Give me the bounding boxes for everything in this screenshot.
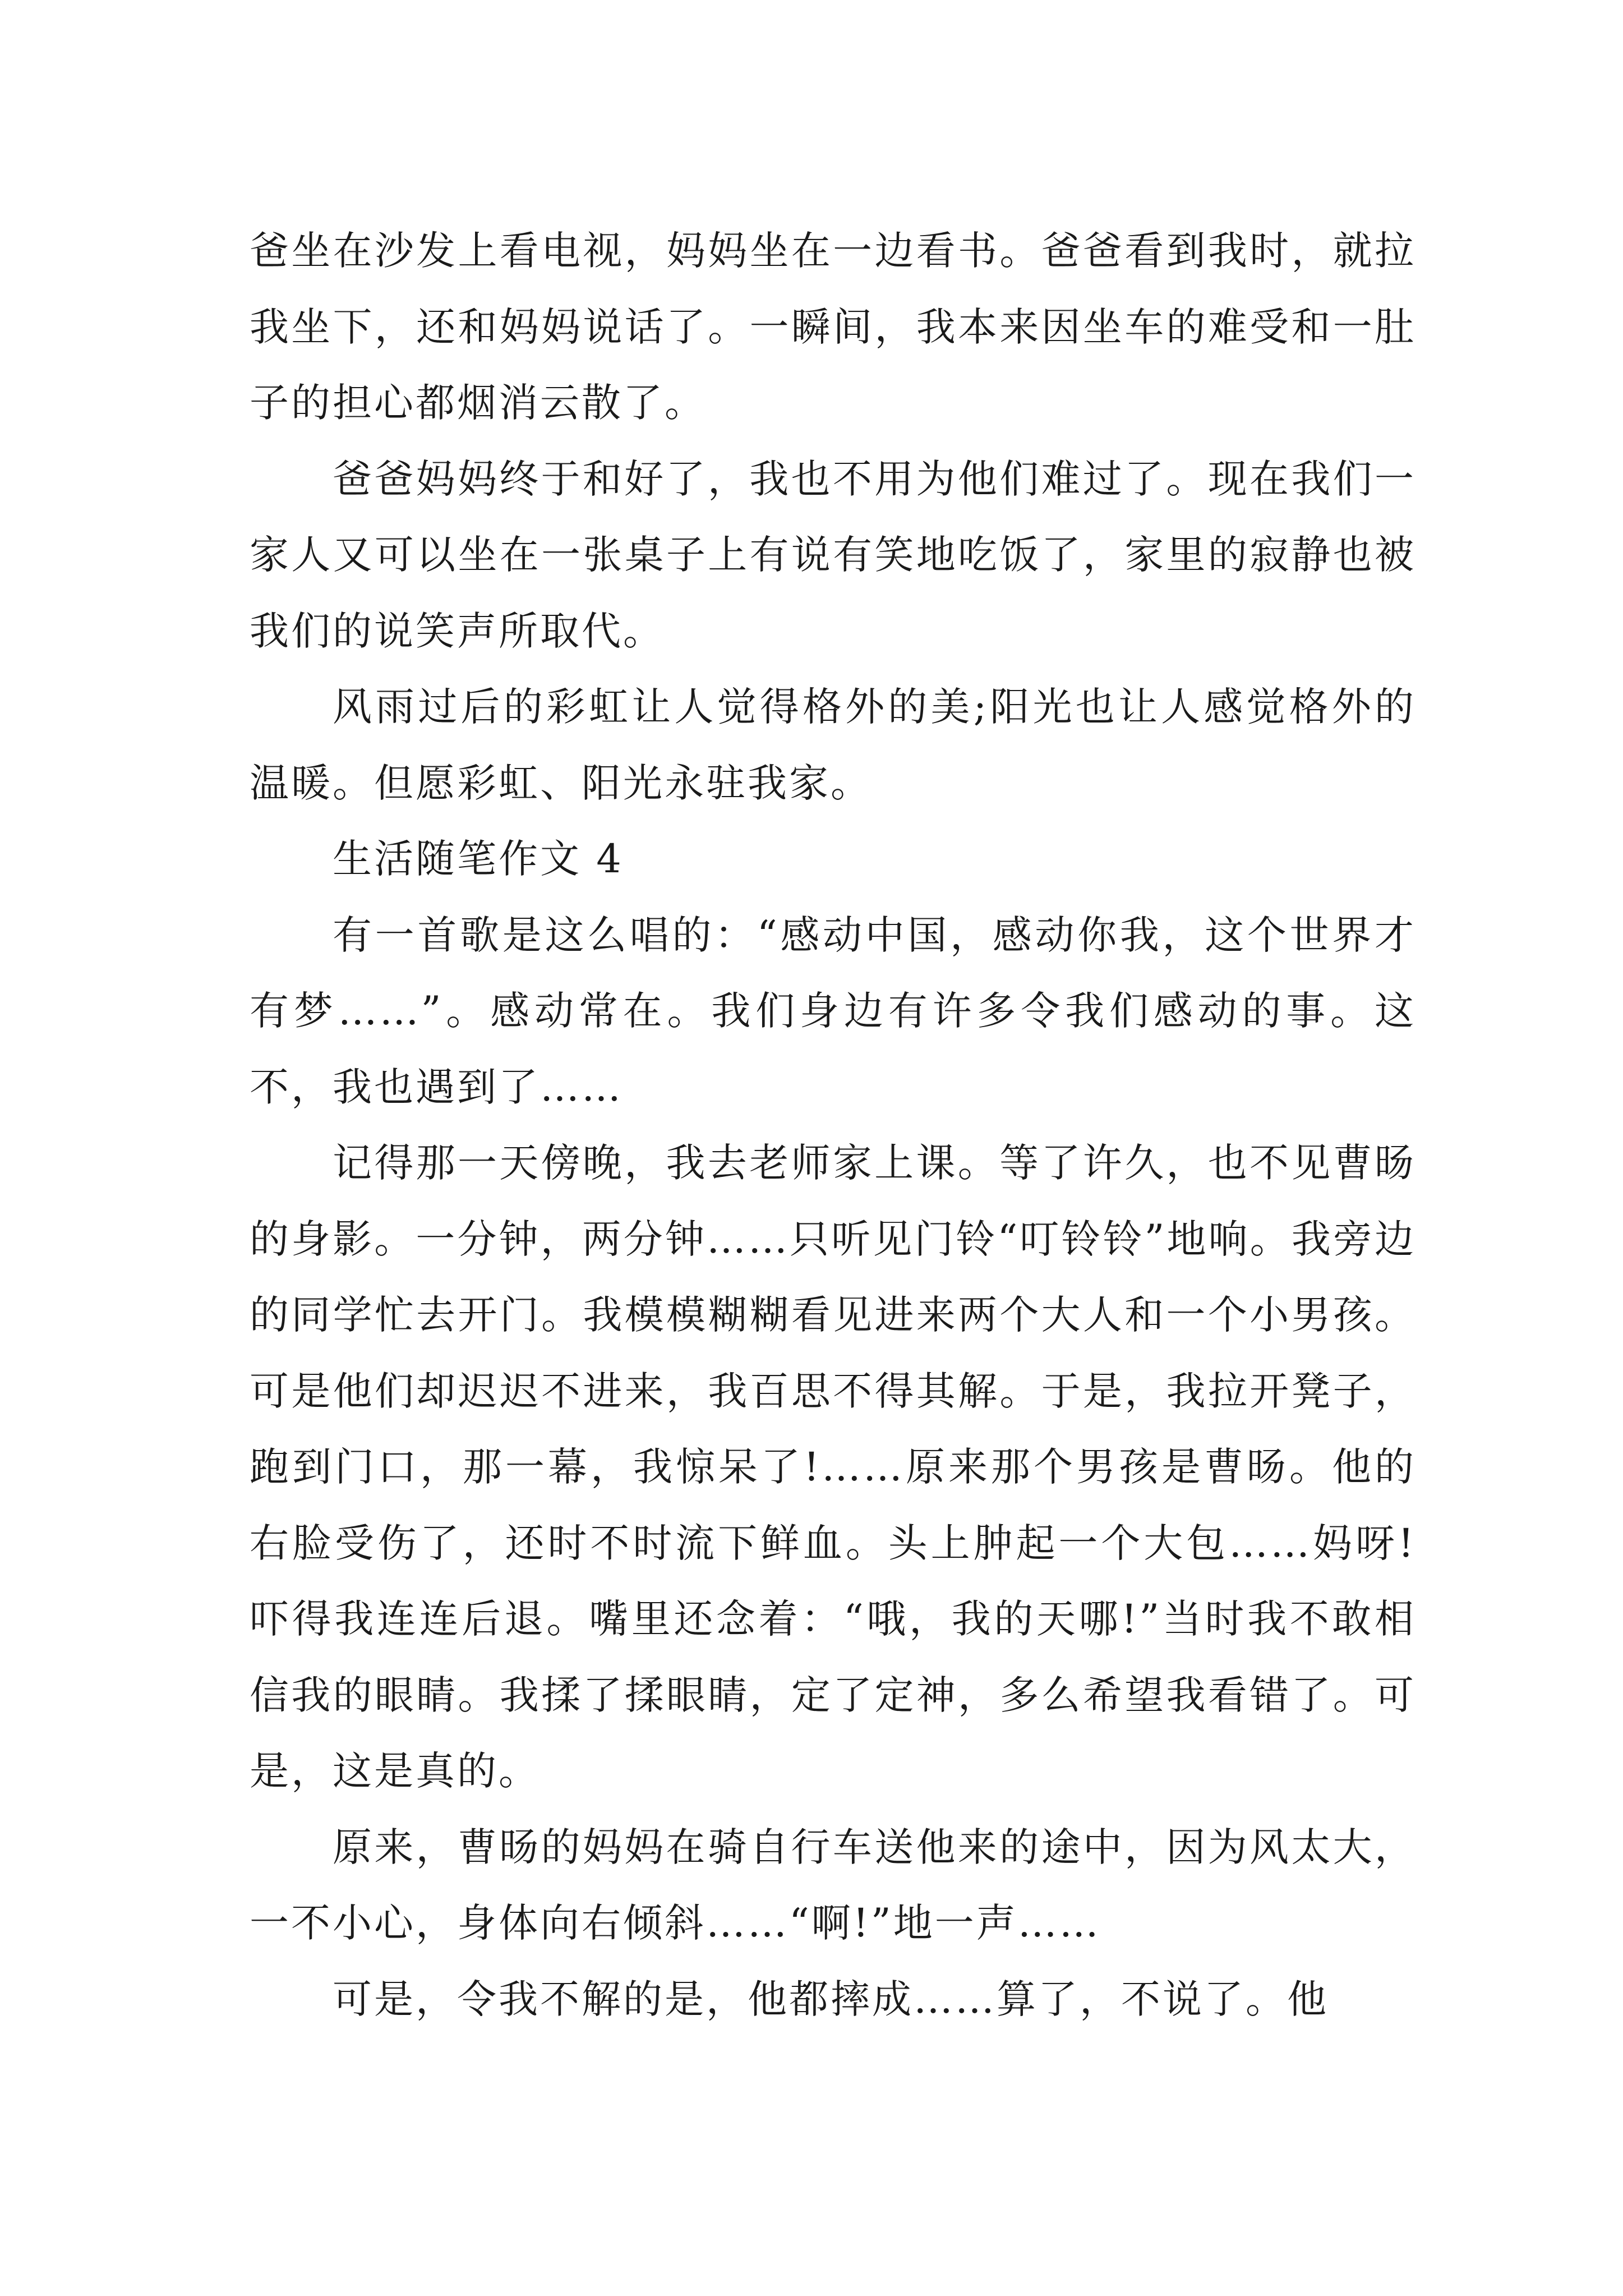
paragraph-6: 原来，曹旸的妈妈在骑自行车送他来的途中，因为风太大，一不小心，身体向右倾斜……“啊!”地一声…… bbox=[250, 1824, 1416, 1946]
section-heading: 生活随笔作文 4 bbox=[333, 836, 624, 882]
paragraph-3: 风雨过后的彩虹让人觉得格外的美;阳光也让人感觉格外的温暖。但愿彩虹、阳光永驻我家。 bbox=[250, 684, 1416, 806]
paragraph-5: 记得那一天傍晚，我去老师家上课。等了许久，也不见曹旸的身影。一分钟，两分钟……只听见门铃“叮铃铃”地响。我旁边的同学忙去开门。我模模糊糊看见进来两个大人和一个小男孩。可是他们却迟迟不进来，我百思不得其解。于是，我拉开凳子，跑到门口，那一幕，我惊呆了!……原来那个男孩是曹旸。他的右脸受伤了，还时不时流下鲜血。头上肿起一个大包……妈呀!吓得我连连后退。嘴里还念着：“哦，我的天哪!”当时我不敢相信我的眼睛。我揉了揉眼睛，定了定神，多么希望我看错了。可是，这是真的。 bbox=[250, 1140, 1416, 1794]
paragraph-4: 有一首歌是这么唱的：“感动中国，感动你我，这个世界才有梦……”。感动常在。我们身边有许多令我们感动的事。这不，我也遇到了…… bbox=[250, 912, 1416, 1110]
paragraph-7: 可是，令我不解的是，他都摔成……算了，不说了。他 bbox=[333, 1976, 1329, 2022]
paragraph-2: 爸爸妈妈终于和好了，我也不用为他们难过了。现在我们一家人又可以坐在一张桌子上有说有笑地吃饭了，家里的寂静也被我们的说笑声所取代。 bbox=[250, 455, 1416, 654]
article-body bbox=[250, 213, 1416, 2037]
paragraph-1: 爸坐在沙发上看电视，妈妈坐在一边看书。爸爸看到我时，就拉我坐下，还和妈妈说话了。一瞬间，我本来因坐车的难受和一肚子的担心都烟消云散了。 bbox=[250, 228, 1416, 426]
